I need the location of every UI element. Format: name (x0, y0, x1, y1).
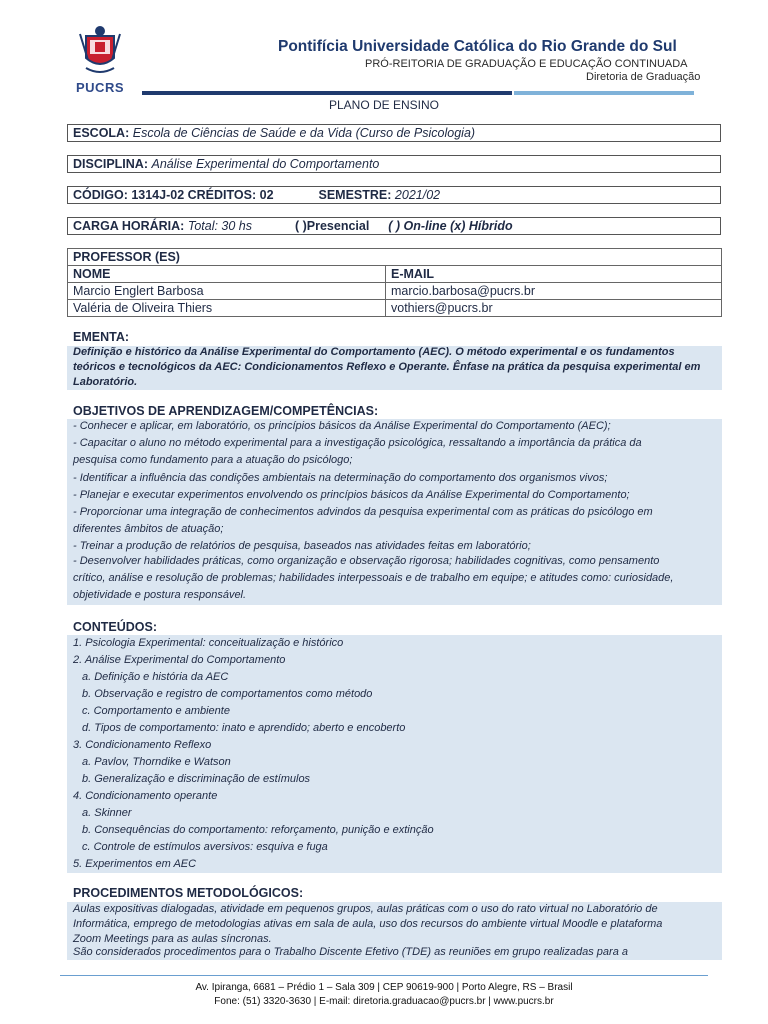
procedimento-line: Aulas expositivas dialogadas, atividade em pequenos grupos, aulas práticas com o uso do rato virtual no Laboratório de (73, 903, 658, 915)
professores-title-row (68, 249, 722, 266)
disciplina-label: DISCIPLINA: (73, 157, 148, 171)
university-name: Pontifícia Universidade Católica do Rio Grande do Sul (278, 38, 677, 55)
list-item: c. Comportamento e ambiente (82, 705, 230, 717)
ementa-title: EMENTA: (73, 330, 130, 344)
professores-title: PROFESSOR (ES) (68, 249, 722, 266)
semestre-value: 2021/02 (394, 188, 441, 202)
objetivo-line: objetividade e postura responsável. (73, 589, 247, 601)
university-crest-icon (76, 24, 124, 78)
presencial-option: ( )Presencial (294, 219, 370, 233)
ementa-line: Definição e histórico da Análise Experimental do Comportamento (AEC). O método experimental e os fundamentos (73, 346, 675, 358)
list-item: d. Tipos de comportamento: inato e aprendido; aberto e encoberto (82, 722, 406, 734)
col-email-header: E-MAIL (386, 266, 722, 283)
list-item: 2. Análise Experimental do Comportamento (73, 654, 286, 666)
professor-email: vothiers@pucrs.br (386, 300, 722, 317)
table-header-row (68, 266, 722, 283)
document-title: PLANO DE ENSINO (328, 98, 440, 112)
list-item: 3. Condicionamento Reflexo (73, 739, 212, 751)
objetivo-line: crítico, análise e resolução de problemas; habilidades interpessoais e de trabalho em equipe; e atitudes como: curiosidade, (73, 572, 674, 584)
objetivo-line: pesquisa como fundamento para a atuação do psicólogo; (73, 454, 353, 466)
objetivo-line: - Desenvolver habilidades práticas, como organização e observação rigorosa; habilidades cognitivas, como pensamento (73, 555, 660, 567)
objetivos-title: OBJETIVOS DE APRENDIZAGEM/COMPETÊNCIAS: (73, 404, 379, 418)
table-row (68, 283, 722, 300)
footer-divider (60, 975, 708, 976)
procedimento-line: Informática, emprego de metodologias ativas em sala de aula, uso dos recursos do ambiente virtual Moodle e plataforma (73, 918, 663, 930)
header-divider-light (514, 91, 694, 95)
objetivo-line: - Planejar e executar experimentos envolvendo os princípios básicos da Análise Experimental do Comportamento; (73, 489, 630, 501)
objetivo-line: - Identificar a influência das condições ambientais na determinação do comportamento dos organismos vivos; (73, 472, 608, 484)
objetivo-line: - Capacitar o aluno no método experimental para a investigação psicológica, ressaltando a importância da prática da (73, 437, 642, 449)
objetivo-line: diferentes âmbitos de atuação; (73, 523, 224, 535)
footer-address: Av. Ipiranga, 6681 – Prédio 1 – Sala 309 | CEP 90619-900 | Porto Alegre, RS – Brasil (195, 982, 573, 993)
codigo-box (67, 186, 721, 204)
list-item: a. Pavlov, Thorndike e Watson (82, 756, 231, 768)
objetivo-line: - Conhecer e aplicar, em laboratório, os princípios básicos da Análise Experimental do Comportamento (AEC); (73, 420, 611, 432)
procedimentos-title: PROCEDIMENTOS METODOLÓGICOS: (73, 886, 304, 900)
escola-box (67, 124, 721, 142)
objetivo-line: - Proporcionar uma integração de conhecimentos advindos da pesquisa experimental com as práticas do psicólogo em (73, 506, 653, 518)
logo-text: PUCRS (76, 80, 125, 95)
list-item: 4. Condicionamento operante (73, 790, 218, 802)
conteudos-title: CONTEÚDOS: (73, 620, 158, 634)
header-divider-dark (142, 91, 512, 95)
disciplina-value: Análise Experimental do Comportamento (151, 157, 380, 171)
carga-label: CARGA HORÁRIA: (73, 219, 185, 233)
list-item: b. Consequências do comportamento: reforçamento, punição e extinção (82, 824, 434, 836)
ementa-line: teóricos e tecnológicos da AEC: Condicionamentos Reflexo e Operante. Ênfase na prática da pesquisa experimental em (73, 361, 701, 373)
ementa-line: Laboratório. (73, 376, 138, 388)
list-item: a. Skinner (82, 807, 132, 819)
footer-contact: Fone: (51) 3320-3630 | E-mail: diretoria.graduacao@pucrs.br | www.pucrs.br (214, 996, 554, 1007)
procedimento-line: Zoom Meetings para as aulas síncronas. (73, 933, 272, 945)
col-name-header: NOME (68, 266, 386, 283)
pro-reitoria: PRÓ-REITORIA DE GRADUAÇÃO E EDUCAÇÃO CONTINUADA (365, 58, 688, 70)
objetivo-line: - Treinar a produção de relatórios de pesquisa, baseados nas atividades feitas em laboratório; (73, 540, 531, 552)
escola-value: Escola de Ciências de Saúde e da Vida (Curso de Psicologia) (132, 126, 476, 140)
hibrido-option: (x) Híbrido (450, 219, 513, 233)
diretoria: Diretoria de Graduação (586, 71, 701, 83)
codigo-label: CÓDIGO: 1314J-02 CRÉDITOS: 02 (73, 188, 274, 202)
page-header (0, 0, 768, 100)
professores-table (67, 248, 722, 317)
list-item: c. Controle de estímulos aversivos: esquiva e fuga (82, 841, 328, 853)
professor-name: Valéria de Oliveira Thiers (68, 300, 386, 317)
escola-label: ESCOLA: (73, 126, 130, 140)
list-item: 1. Psicologia Experimental: conceitualização e histórico (73, 637, 344, 649)
procedimento-line: São considerados procedimentos para o Trabalho Discente Efetivo (TDE) as reuniões em grupo realizadas para a (73, 946, 628, 958)
professor-email: marcio.barbosa@pucrs.br (386, 283, 722, 300)
online-option: ( ) On-line (388, 219, 447, 233)
disciplina-box (67, 155, 721, 173)
list-item: b. Observação e registro de comportamentos como método (82, 688, 373, 700)
list-item: a. Definição e história da AEC (82, 671, 229, 683)
table-row (68, 300, 722, 317)
list-item: b. Generalização e discriminação de estímulos (82, 773, 311, 785)
carga-total: Total: 30 hs (187, 219, 252, 233)
list-item: 5. Experimentos em AEC (73, 858, 197, 870)
carga-box (67, 217, 721, 235)
professor-name: Marcio Englert Barbosa (68, 283, 386, 300)
semestre-label: SEMESTRE: (318, 188, 392, 202)
